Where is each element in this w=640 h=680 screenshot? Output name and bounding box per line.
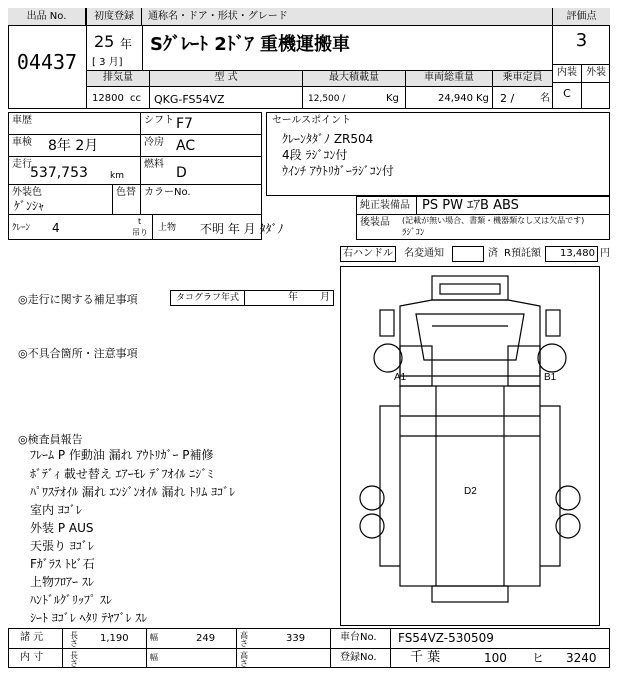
inspector-line-7: Fｶﾞﾗｽ ﾄﾋﾞ石 — [30, 557, 95, 571]
lot-label: 出品 No. — [8, 8, 86, 26]
capacity-value: 2 / — [500, 92, 515, 105]
chassis-label: 車台No. — [340, 632, 377, 643]
width-label: 幅 — [150, 633, 158, 642]
displacement-value: 12800 — [92, 93, 124, 104]
sales-line-2: 4段 ﾗｼﾞｺﾝ付 — [282, 148, 348, 162]
inspector-line-5: 外装 P AUS — [30, 521, 94, 535]
inspector-line-9: ﾊﾝﾄﾞﾙｸﾞﾘｯﾌﾟ ｽﾚ — [30, 593, 112, 607]
yen-unit: 円 — [600, 248, 610, 259]
mileage-label: 走行 — [12, 159, 32, 170]
ilength-label: 長さ — [70, 651, 78, 668]
width-value: 249 — [196, 633, 216, 644]
recycle-value: 13,480 — [560, 248, 595, 259]
name-change-label: 名変通知 — [404, 248, 444, 259]
truck-diagram — [340, 266, 600, 626]
lot-number: 04437 — [16, 50, 78, 74]
reg-year: 25 — [94, 32, 115, 51]
crane-label: ｸﾚｰﾝ — [12, 223, 31, 233]
defects-label: ◎不具合箇所・注意事項 — [18, 347, 138, 360]
aftermarket-note: (記載が無い場合、書類・機器類なし又は欠品です) — [402, 216, 585, 225]
interior-dims-label: 内 寸 — [20, 652, 44, 663]
jouju-value: 不明 年 月 ﾀﾀﾞﾉ — [200, 222, 284, 236]
model-label: 型 式 — [150, 71, 302, 86]
first-registration-label: 初度登録 — [87, 8, 142, 26]
kg-unit-1: Kg — [386, 93, 399, 104]
capacity-unit: 名 — [540, 93, 550, 104]
equipment-value: PS PW ｴｱB ABS — [422, 198, 519, 213]
inspector-line-4: 室内 ﾖｺﾞﾚ — [30, 503, 82, 517]
interior-grade: C — [563, 87, 571, 100]
inspector-label: ◎検査員報告 — [18, 433, 83, 446]
kg-unit-2: Kg — [476, 93, 489, 104]
reg-number: 3240 — [566, 651, 597, 665]
shift-value: F7 — [176, 116, 193, 132]
crane-value: 4 — [52, 221, 60, 235]
reg-year-unit: 年 — [120, 37, 133, 51]
reg-month: [ 3 月] — [92, 57, 123, 68]
sales-line-3: ｳｲﾝﾁ ｱｳﾄﾘｶﾞｰﾗｼﾞｺﾝ付 — [282, 164, 394, 178]
history-label: 車歴 — [12, 115, 32, 126]
height-value: 339 — [286, 633, 306, 644]
mileage-value: 537,753 — [30, 165, 88, 181]
label-d2: D2 — [464, 486, 477, 497]
equipment-label: 純正装備品 — [360, 200, 410, 211]
inspection-label: 車検 — [12, 137, 32, 148]
reg-kana: ヒ — [532, 651, 545, 665]
capacity-label: 乗車定員 — [493, 71, 552, 86]
chassis-value: FS54VZ-530509 — [398, 631, 494, 645]
inspector-line-1: ﾌﾚｰﾑ P 作動油 漏れ ｱｳﾄﾘｶﾞｰ P補修 — [30, 448, 214, 462]
length-label: 長さ — [70, 631, 78, 648]
color-change-label: 色替 — [116, 187, 136, 198]
max-load-label: 最大積載量 — [303, 71, 405, 86]
model-name-label: 通称名・ドア・形状・グレード — [142, 8, 552, 26]
tsuri-label: 吊り — [132, 228, 148, 237]
jouju-label: 上物 — [158, 223, 177, 233]
reg-no-label: 登録No. — [340, 652, 377, 663]
max-load-value: 12,500 / — [308, 94, 346, 104]
fuel-value: D — [176, 165, 187, 181]
km-unit: km — [110, 171, 124, 181]
rhd-label: 右ハンドル — [343, 248, 393, 259]
tacho-year: 年 — [288, 292, 298, 303]
tacho-month: 月 — [320, 292, 330, 303]
vehicle-title: Sｸﾞﾚｰﾄ 2ﾄﾞｱ 重機運搬車 — [150, 34, 351, 55]
inspector-line-6: 天張り ﾖｺﾞﾚ — [30, 539, 94, 553]
inspector-line-10: ｼｰﾄ ﾖｺﾞﾚ ﾍﾀﾘ ﾃﾔﾌﾞﾚ ｽﾚ — [30, 611, 148, 625]
ac-value: AC — [176, 138, 196, 154]
aftermarket-label: 後装品 — [360, 217, 390, 228]
model-value: QKG-FS54VZ — [154, 93, 225, 106]
reg-region: 千 葉 — [410, 650, 441, 665]
label-b1: B1 — [544, 372, 557, 383]
tacho-label: タコグラフ年式 — [176, 293, 240, 303]
inspector-line-3: ﾊﾟﾜｽﾃｵｲﾙ 漏れ ｴﾝｼﾞﾝｵｲﾙ 漏れ ﾄﾘﾑ ﾖｺﾞﾚ — [30, 485, 236, 499]
color-value: ｹﾞﾝｼｬ — [14, 199, 45, 213]
sales-line-1: ｸﾚｰﾝﾀﾀﾞﾉ ZR504 — [282, 132, 374, 146]
reg-class: 100 — [484, 651, 507, 665]
gross-weight-value: 24,940 — [438, 93, 473, 104]
recycle-label: R預託額 — [504, 248, 541, 259]
ac-label: 冷房 — [144, 137, 164, 148]
ton-label: t — [138, 217, 142, 226]
iwidth-label: 幅 — [150, 653, 158, 662]
iheight-label: 高さ — [240, 651, 248, 668]
length-value: 1,190 — [100, 633, 129, 644]
interior-label: 内装 — [557, 67, 577, 78]
recycle-prefix: 済 — [488, 248, 498, 259]
inspector-line-8: 上物ﾌﾛｱｰ ｽﾚ — [30, 575, 94, 589]
fuel-label: 燃料 — [144, 159, 164, 170]
color-no-label: カラーNo. — [144, 187, 191, 198]
sales-point-label: セールスポイント — [272, 115, 352, 126]
exterior-label: 外装 — [586, 67, 606, 78]
label-a1: A1 — [394, 372, 407, 383]
score-label: 評価点 — [553, 8, 610, 26]
inspection-value: 8年 2月 — [48, 138, 99, 154]
cc-unit: cc — [130, 93, 141, 104]
displacement-label: 排気量 — [87, 71, 149, 86]
aftermarket-value: ﾗｼﾞｺﾝ — [402, 228, 425, 238]
dims-label: 諸 元 — [20, 632, 44, 643]
height-label: 高さ — [240, 631, 248, 648]
color-label: 外装色 — [12, 187, 42, 198]
running-notes-label: ◎走行に関する補足事項 — [18, 293, 138, 306]
score-value: 3 — [575, 30, 588, 51]
name-change-box — [452, 246, 484, 262]
gross-weight-label: 車両総重量 — [406, 71, 492, 86]
shift-label: シフト — [144, 115, 174, 126]
inspector-line-2: ﾎﾞﾃﾞｨ 載せ替え ｴｱｰﾓﾚ ﾃﾞﾌｵｲﾙ ﾆｼﾞﾐ — [30, 467, 214, 481]
